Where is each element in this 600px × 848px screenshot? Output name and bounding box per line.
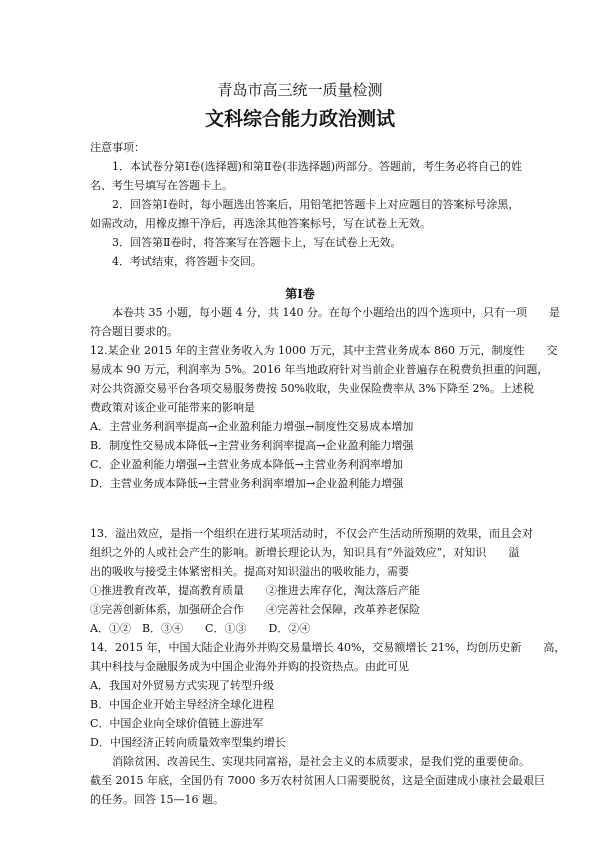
q12-option: A．主营业务利润率提高→企业盈利能力增强→制度性交易成本增加 <box>90 420 414 433</box>
notice-line: 4．考试结束，将答题卡交回。 <box>112 255 262 268</box>
passage-line: 截至 2015 年底，全国仍有 7000 多万农村贫困人口需要脱贫，这是全面建成小康社会最艰巨 <box>90 774 545 787</box>
q12-stem-line: 费政策对该企业可能带来的影响是 <box>90 401 255 414</box>
q12-option: C．企业盈利能力增强→主营业务成本降低→主营业务利润率增加 <box>90 458 403 471</box>
notice-line: 3．回答第Ⅱ卷时，将答案写在答题卡上，写在试卷上无效。 <box>112 236 402 249</box>
q13-stem-line: 组织之外的人或社会产生的影响。新增长理论认为，知识具有“外溢效应”，对知识 溢 <box>90 546 520 559</box>
section-title: 第Ⅰ卷 <box>285 287 315 301</box>
q12-stem-line: 对公共资源交易平台各项交易服务费按 50%收取，失业保险费率从 3%下降至 2%。上述税 <box>90 382 534 395</box>
passage-line: 消除贫困、改善民生、实现共同富裕，是社会主义的本质要求，是我们党的重要使命。 <box>112 755 530 768</box>
section-intro-line: 符合题目要求的。 <box>90 325 178 338</box>
q12-stem-line: 易成本 90 万元，利润率为 5%。2016 年当地政府针对当前企业普遍存在税费负担重的问题， <box>90 363 549 376</box>
q13-item: ①推进教育改革，提高教育质量 ②推进去库存化，淘汰落后产能 <box>90 584 420 597</box>
exam-title: 青岛市高三统一质量检测 <box>217 81 383 99</box>
notice-heading: 注意事项： <box>90 141 145 154</box>
q13-stem-line: 13．溢出效应，是指一个组织在进行某项活动时，不仅会产生活动所预期的效果，而且会对 <box>90 527 533 540</box>
q14-stem-line: 14．2015 年，中国大陆企业海外并购交易量增长 40%，交易额增长 21%，均创历史新 高， <box>90 641 566 654</box>
q14-option: C．中国企业向全球价值链上游进军 <box>90 717 264 730</box>
notice-line: 名、考生号填写在答题卡上。 <box>90 179 233 192</box>
q12-option: B．制度性交易成本降低→主营业务利润率提高→企业盈利能力增强 <box>90 439 414 452</box>
q13-item: ③完善创新体系，加强研企合作 ④完善社会保障，改革养老保险 <box>90 603 420 616</box>
q12-option: D．主营业务成本降低→主营业务利润率增加→企业盈利能力增强 <box>90 477 404 490</box>
passage-line: 的任务。回答 15—16 题。 <box>90 793 224 806</box>
q14-option: A．我国对外贸易方式实现了转型升级 <box>90 679 274 692</box>
q13-stem-line: 出的吸收与接受主体紧密相关。提高对知识溢出的吸收能力，需要 <box>90 565 409 578</box>
exam-subtitle: 文科综合能力政治测试 <box>204 108 395 130</box>
q14-option: D．中国经济正转向质量效率型集约增长 <box>90 736 286 749</box>
section-intro-line: 本卷共 35 小题，每小题 4 分，共 140 分。在每个小题给出的四个选项中，只有一项 是 <box>112 306 560 319</box>
q14-option: B．中国企业开始主导经济全球化进程 <box>90 698 275 711</box>
notice-line: 1．本试卷分第Ⅰ卷(选择题)和第Ⅱ卷(非选择题)两部分。答题前，考生务必将自己的姓 <box>112 160 522 173</box>
notice-line: 如需改动，用橡皮擦干净后，再选涂其他答案标号，写在试卷上无效。 <box>90 217 431 230</box>
q13-answers: A．①② B．③④ C．①③ D．②④ <box>90 622 311 635</box>
q14-stem-line: 其中科技与金融服务成为中国企业海外并购的投资热点。由此可见 <box>90 660 409 673</box>
q12-stem-line: 12.某企业 2015 年的主营业务收入为 1000 万元，其中主营业务成本 860 万元，制度性 交 <box>90 344 558 357</box>
notice-line: 2．回答第Ⅰ卷时，每小题选出答案后，用铅笔把答题卡上对应题目的答案标号涂黑， <box>112 198 520 211</box>
